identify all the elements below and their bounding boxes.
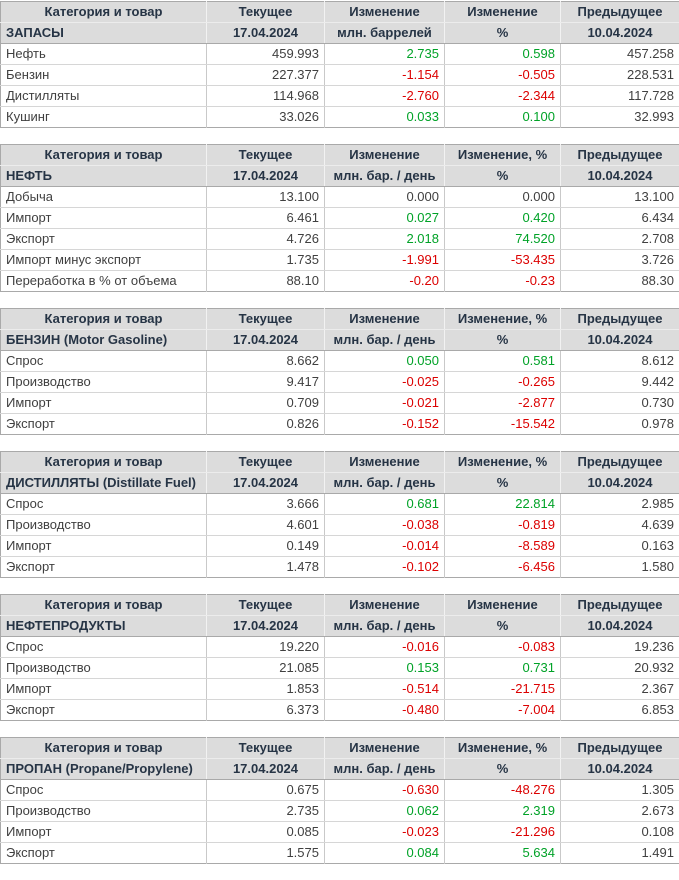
cell-change-pct: -8.589 (445, 536, 561, 557)
current-date: 17.04.2024 (207, 166, 325, 187)
cell-previous: 88.30 (561, 271, 679, 292)
cell-previous: 13.100 (561, 187, 679, 208)
row-label: Импорт (1, 536, 207, 557)
section-header-row (1, 166, 679, 187)
row-label: Производство (1, 515, 207, 536)
cell-current: 2.735 (207, 801, 325, 822)
cell-current: 1.478 (207, 557, 325, 578)
table-row (1, 351, 679, 372)
col-header-change-pct: Изменение, % (445, 452, 561, 473)
col-header-change-pct: Изменение (445, 2, 561, 23)
table-row (1, 372, 679, 393)
cell-change-pct: -0.505 (445, 65, 561, 86)
col-header-change: Изменение (325, 452, 445, 473)
row-label: Кушинг (1, 107, 207, 128)
cell-current: 4.601 (207, 515, 325, 536)
change-unit: млн. баррелей (325, 23, 445, 44)
col-header-category: Категория и товар (1, 738, 207, 759)
table-row (1, 801, 679, 822)
previous-date: 10.04.2024 (561, 330, 679, 351)
previous-date: 10.04.2024 (561, 166, 679, 187)
current-date: 17.04.2024 (207, 759, 325, 780)
col-header-previous: Предыдущее (561, 738, 679, 759)
cell-previous: 2.985 (561, 494, 679, 515)
percent-sign: % (445, 759, 561, 780)
col-header-current: Текущее (207, 309, 325, 330)
cell-change-pct: 0.000 (445, 187, 561, 208)
cell-change: 0.153 (325, 658, 445, 679)
cell-change-pct: 0.731 (445, 658, 561, 679)
percent-sign: % (445, 473, 561, 494)
table-row (1, 637, 679, 658)
cell-previous: 2.367 (561, 679, 679, 700)
row-label: Экспорт (1, 229, 207, 250)
cell-current: 19.220 (207, 637, 325, 658)
col-header-category: Категория и товар (1, 2, 207, 23)
col-header-previous: Предыдущее (561, 145, 679, 166)
column-header-row (1, 738, 679, 759)
column-header-row (1, 2, 679, 23)
cell-current: 33.026 (207, 107, 325, 128)
cell-change-pct: 0.420 (445, 208, 561, 229)
cell-change: 2.018 (325, 229, 445, 250)
cell-change-pct: 0.598 (445, 44, 561, 65)
table-distillates (0, 451, 679, 578)
cell-change: -0.025 (325, 372, 445, 393)
cell-change-pct: -6.456 (445, 557, 561, 578)
col-header-previous: Предыдущее (561, 595, 679, 616)
row-label: Производство (1, 658, 207, 679)
cell-change-pct: -0.23 (445, 271, 561, 292)
cell-current: 21.085 (207, 658, 325, 679)
table-row (1, 65, 679, 86)
row-label: Добыча (1, 187, 207, 208)
row-label: Спрос (1, 351, 207, 372)
row-label: Импорт (1, 679, 207, 700)
col-header-current: Текущее (207, 595, 325, 616)
col-header-current: Текущее (207, 452, 325, 473)
cell-previous: 0.163 (561, 536, 679, 557)
cell-change: -0.021 (325, 393, 445, 414)
table-body (1, 637, 679, 721)
table-row (1, 700, 679, 721)
cell-change: -0.20 (325, 271, 445, 292)
col-header-current: Текущее (207, 738, 325, 759)
cell-previous: 2.708 (561, 229, 679, 250)
cell-previous: 1.580 (561, 557, 679, 578)
cell-previous: 457.258 (561, 44, 679, 65)
row-label: Спрос (1, 780, 207, 801)
table-body (1, 494, 679, 578)
cell-current: 3.666 (207, 494, 325, 515)
table-body (1, 780, 679, 864)
cell-previous: 4.639 (561, 515, 679, 536)
cell-change-pct: -0.819 (445, 515, 561, 536)
change-unit: млн. бар. / день (325, 330, 445, 351)
section-title: БЕНЗИН (Motor Gasoline) (1, 330, 207, 351)
cell-current: 227.377 (207, 65, 325, 86)
section-title: ДИСТИЛЛЯТЫ (Distillate Fuel) (1, 473, 207, 494)
table-row (1, 515, 679, 536)
cell-change: -0.014 (325, 536, 445, 557)
cell-change-pct: 0.100 (445, 107, 561, 128)
column-header-row (1, 452, 679, 473)
table-row (1, 679, 679, 700)
cell-change-pct: -0.083 (445, 637, 561, 658)
cell-change-pct: -0.265 (445, 372, 561, 393)
change-unit: млн. бар. / день (325, 166, 445, 187)
section-title: НЕФТЕПРОДУКТЫ (1, 616, 207, 637)
col-header-change: Изменение (325, 2, 445, 23)
cell-change: 0.000 (325, 187, 445, 208)
row-label: Дистилляты (1, 86, 207, 107)
previous-date: 10.04.2024 (561, 759, 679, 780)
section-header-row (1, 330, 679, 351)
table-propane (0, 737, 679, 864)
cell-change-pct: -15.542 (445, 414, 561, 435)
cell-current: 88.10 (207, 271, 325, 292)
cell-current: 0.675 (207, 780, 325, 801)
cell-change: -0.480 (325, 700, 445, 721)
table-oil (0, 144, 679, 292)
percent-sign: % (445, 23, 561, 44)
table-row (1, 536, 679, 557)
cell-current: 8.662 (207, 351, 325, 372)
col-header-category: Категория и товар (1, 309, 207, 330)
row-label: Производство (1, 372, 207, 393)
row-label: Спрос (1, 637, 207, 658)
current-date: 17.04.2024 (207, 23, 325, 44)
section-header-row (1, 759, 679, 780)
cell-change-pct: -7.004 (445, 700, 561, 721)
cell-previous: 6.853 (561, 700, 679, 721)
cell-change-pct: -21.715 (445, 679, 561, 700)
cell-previous: 19.236 (561, 637, 679, 658)
row-label: Импорт (1, 393, 207, 414)
cell-change: -0.023 (325, 822, 445, 843)
table-row (1, 86, 679, 107)
row-label: Импорт (1, 208, 207, 229)
col-header-previous: Предыдущее (561, 309, 679, 330)
col-header-previous: Предыдущее (561, 2, 679, 23)
cell-previous: 0.108 (561, 822, 679, 843)
cell-current: 4.726 (207, 229, 325, 250)
cell-change-pct: 74.520 (445, 229, 561, 250)
cell-change: -0.016 (325, 637, 445, 658)
row-label: Экспорт (1, 700, 207, 721)
cell-change-pct: 22.814 (445, 494, 561, 515)
cell-previous: 9.442 (561, 372, 679, 393)
row-label: Бензин (1, 65, 207, 86)
cell-change-pct: -48.276 (445, 780, 561, 801)
cell-current: 0.826 (207, 414, 325, 435)
change-unit: млн. бар. / день (325, 616, 445, 637)
row-label: Переработка в % от объема (1, 271, 207, 292)
col-header-change-pct: Изменение, % (445, 145, 561, 166)
table-gasoline (0, 308, 679, 435)
row-label: Спрос (1, 494, 207, 515)
current-date: 17.04.2024 (207, 616, 325, 637)
col-header-previous: Предыдущее (561, 452, 679, 473)
cell-previous: 6.434 (561, 208, 679, 229)
previous-date: 10.04.2024 (561, 473, 679, 494)
cell-current: 1.575 (207, 843, 325, 864)
cell-change: 0.027 (325, 208, 445, 229)
change-unit: млн. бар. / день (325, 759, 445, 780)
table-row (1, 843, 679, 864)
table-body (1, 44, 679, 128)
cell-change: 0.084 (325, 843, 445, 864)
row-label: Производство (1, 801, 207, 822)
cell-current: 0.709 (207, 393, 325, 414)
col-header-category: Категория и товар (1, 595, 207, 616)
table-row (1, 780, 679, 801)
row-label: Экспорт (1, 557, 207, 578)
column-header-row (1, 145, 679, 166)
section-header-row (1, 616, 679, 637)
cell-current: 1.735 (207, 250, 325, 271)
cell-change: -0.038 (325, 515, 445, 536)
cell-change: -0.102 (325, 557, 445, 578)
table-row (1, 208, 679, 229)
table-body (1, 351, 679, 435)
row-label: Экспорт (1, 843, 207, 864)
cell-change-pct: -21.296 (445, 822, 561, 843)
row-label: Нефть (1, 44, 207, 65)
cell-previous: 3.726 (561, 250, 679, 271)
current-date: 17.04.2024 (207, 330, 325, 351)
cell-current: 13.100 (207, 187, 325, 208)
cell-change-pct: -2.877 (445, 393, 561, 414)
section-title: НЕФТЬ (1, 166, 207, 187)
cell-previous: 2.673 (561, 801, 679, 822)
table-row (1, 658, 679, 679)
cell-previous: 0.978 (561, 414, 679, 435)
table-petroleum-products (0, 594, 679, 721)
col-header-change: Изменение (325, 145, 445, 166)
cell-previous: 0.730 (561, 393, 679, 414)
table-row (1, 557, 679, 578)
cell-change: -1.154 (325, 65, 445, 86)
cell-change: -0.630 (325, 780, 445, 801)
table-row (1, 107, 679, 128)
change-unit: млн. бар. / день (325, 473, 445, 494)
section-title: ЗАПАСЫ (1, 23, 207, 44)
col-header-change-pct: Изменение (445, 595, 561, 616)
table-row (1, 229, 679, 250)
cell-change: -0.514 (325, 679, 445, 700)
cell-previous: 1.305 (561, 780, 679, 801)
row-label: Экспорт (1, 414, 207, 435)
section-header-row (1, 473, 679, 494)
previous-date: 10.04.2024 (561, 23, 679, 44)
cell-previous: 20.932 (561, 658, 679, 679)
section-title: ПРОПАН (Propane/Propylene) (1, 759, 207, 780)
cell-change-pct: 5.634 (445, 843, 561, 864)
cell-change: 2.735 (325, 44, 445, 65)
cell-current: 6.461 (207, 208, 325, 229)
cell-change: -0.152 (325, 414, 445, 435)
cell-current: 1.853 (207, 679, 325, 700)
row-label: Импорт минус экспорт (1, 250, 207, 271)
table-inventories (0, 1, 679, 128)
cell-change-pct: -53.435 (445, 250, 561, 271)
cell-previous: 117.728 (561, 86, 679, 107)
table-body (1, 187, 679, 292)
row-label: Импорт (1, 822, 207, 843)
cell-current: 6.373 (207, 700, 325, 721)
table-row (1, 393, 679, 414)
cell-change: 0.033 (325, 107, 445, 128)
table-row (1, 250, 679, 271)
col-header-change: Изменение (325, 309, 445, 330)
table-row (1, 187, 679, 208)
cell-change: 0.050 (325, 351, 445, 372)
col-header-change-pct: Изменение, % (445, 738, 561, 759)
cell-current: 0.149 (207, 536, 325, 557)
cell-change: -1.991 (325, 250, 445, 271)
cell-current: 0.085 (207, 822, 325, 843)
cell-change: 0.062 (325, 801, 445, 822)
cell-change: 0.681 (325, 494, 445, 515)
table-row (1, 44, 679, 65)
section-header-row (1, 23, 679, 44)
cell-change: -2.760 (325, 86, 445, 107)
cell-previous: 228.531 (561, 65, 679, 86)
percent-sign: % (445, 616, 561, 637)
cell-change-pct: -2.344 (445, 86, 561, 107)
cell-previous: 1.491 (561, 843, 679, 864)
cell-current: 114.968 (207, 86, 325, 107)
col-header-category: Категория и товар (1, 452, 207, 473)
cell-previous: 8.612 (561, 351, 679, 372)
col-header-current: Текущее (207, 145, 325, 166)
table-row (1, 494, 679, 515)
cell-current: 459.993 (207, 44, 325, 65)
current-date: 17.04.2024 (207, 473, 325, 494)
previous-date: 10.04.2024 (561, 616, 679, 637)
cell-change-pct: 2.319 (445, 801, 561, 822)
percent-sign: % (445, 166, 561, 187)
column-header-row (1, 595, 679, 616)
table-row (1, 271, 679, 292)
col-header-change: Изменение (325, 595, 445, 616)
col-header-category: Категория и товар (1, 145, 207, 166)
table-row (1, 414, 679, 435)
cell-previous: 32.993 (561, 107, 679, 128)
col-header-change-pct: Изменение, % (445, 309, 561, 330)
col-header-current: Текущее (207, 2, 325, 23)
cell-change-pct: 0.581 (445, 351, 561, 372)
col-header-change: Изменение (325, 738, 445, 759)
percent-sign: % (445, 330, 561, 351)
column-header-row (1, 309, 679, 330)
cell-current: 9.417 (207, 372, 325, 393)
table-row (1, 822, 679, 843)
